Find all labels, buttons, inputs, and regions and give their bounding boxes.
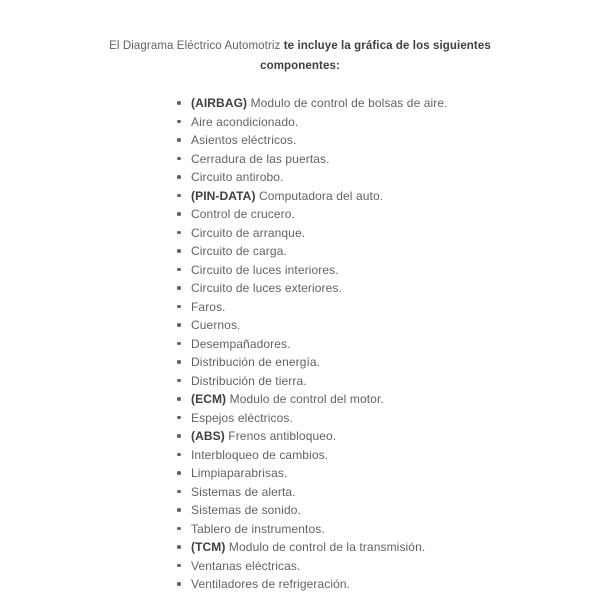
component-text: Circuito de luces exteriores. (191, 281, 342, 295)
component-text: Ventanas eléctricas. (191, 558, 301, 573)
list-item (176, 485, 600, 499)
list-item (176, 392, 600, 406)
bullet-icon (177, 342, 181, 346)
component-text: Sistemas de sonido. (191, 503, 301, 517)
component-text: Modulo de control del motor. (229, 392, 384, 406)
component-text: Espejos eléctricos. (191, 410, 293, 425)
bullet-icon (177, 397, 181, 401)
list-item (176, 429, 600, 443)
list-item (176, 133, 600, 147)
bullet-icon (177, 194, 181, 198)
component-text: Cuernos. (191, 318, 241, 332)
bullet-icon (177, 101, 181, 105)
component-text: Faros. (191, 299, 226, 314)
component-text: Desempañadores. (191, 336, 291, 351)
component-text: Circuito de arranque. (191, 225, 306, 240)
list-item (176, 559, 600, 573)
list-item (176, 281, 600, 295)
bullet-icon (177, 268, 181, 272)
component-text: Circuito de luces interiores. (191, 262, 339, 277)
component-prefix: (ECM) (191, 392, 227, 406)
bullet-icon (177, 453, 181, 457)
component-prefix: (ABS) (191, 429, 225, 443)
bullet-icon (177, 138, 181, 142)
list-item (176, 244, 600, 258)
component-text: Limpiaparabrisas. (191, 466, 288, 480)
component-text: Sistemas de alerta. (191, 484, 296, 499)
component-prefix: (AIRBAG) (191, 96, 248, 110)
bullet-icon (177, 471, 181, 475)
bullet-icon (177, 305, 181, 309)
bullet-icon (177, 490, 181, 494)
component-text: Interbloqueo de cambios. (191, 447, 329, 462)
bullet-icon (177, 434, 181, 438)
component-text: Modulo de control de bolsas de aire. (250, 96, 448, 110)
component-text: Tablero de instrumentos. (191, 521, 325, 536)
list-item (176, 226, 600, 240)
bullet-icon (177, 360, 181, 364)
bullet-icon (177, 286, 181, 290)
page-title-normal: El Diagrama Eléctrico Automotriz (109, 40, 284, 52)
list-item (176, 152, 600, 166)
page-title-bold: te incluye la gráfica de los siguientes componentes: (260, 40, 491, 72)
bullet-icon (177, 545, 181, 549)
component-text: Asientos eléctricos. (191, 133, 297, 147)
bullet-icon (177, 157, 181, 161)
bullet-icon (177, 212, 181, 216)
list-item (176, 448, 600, 462)
bullet-icon (177, 249, 181, 253)
list-item (176, 189, 600, 203)
list-item (176, 337, 600, 351)
component-text: Distribución de tierra. (191, 373, 307, 388)
component-prefix: (TCM) (191, 540, 226, 554)
component-prefix: (PIN-DATA) (191, 188, 256, 203)
list-item (176, 170, 600, 184)
list-item (176, 577, 600, 591)
component-text: Ventiladores de refrigeración. (191, 577, 351, 591)
component-text: Circuito antirobo. (191, 170, 284, 184)
component-text: Distribución de energía. (191, 355, 321, 369)
list-item (176, 96, 600, 110)
list-item (176, 355, 600, 369)
list-item (176, 374, 600, 388)
component-text: Control de crucero. (191, 207, 295, 221)
list-item (176, 466, 600, 480)
list-item (176, 411, 600, 425)
components-list (176, 96, 600, 591)
component-text: Frenos antibloqueo. (228, 429, 337, 443)
bullet-icon (177, 120, 181, 124)
bullet-icon (177, 564, 181, 568)
bullet-icon (177, 175, 181, 179)
component-text: Modulo de control de la transmisión. (228, 540, 426, 554)
list-item (176, 522, 600, 536)
list-item (176, 263, 600, 277)
bullet-icon (177, 416, 181, 420)
bullet-icon (177, 323, 181, 327)
list-item (176, 300, 600, 314)
component-text: Computadora del auto. (258, 188, 384, 203)
list-item (176, 207, 600, 221)
list-item (176, 540, 600, 554)
component-text: Circuito de carga. (191, 244, 287, 258)
list-item (176, 503, 600, 517)
bullet-icon (177, 508, 181, 512)
page-title (100, 0, 500, 76)
list-item (176, 318, 600, 332)
bullet-icon (177, 379, 181, 383)
bullet-icon (177, 527, 181, 531)
bullet-icon (177, 231, 181, 235)
list-item (176, 115, 600, 129)
component-text: Aire acondicionado. (191, 114, 299, 129)
component-text: Cerradura de las puertas. (191, 151, 330, 166)
bullet-icon (177, 582, 181, 586)
